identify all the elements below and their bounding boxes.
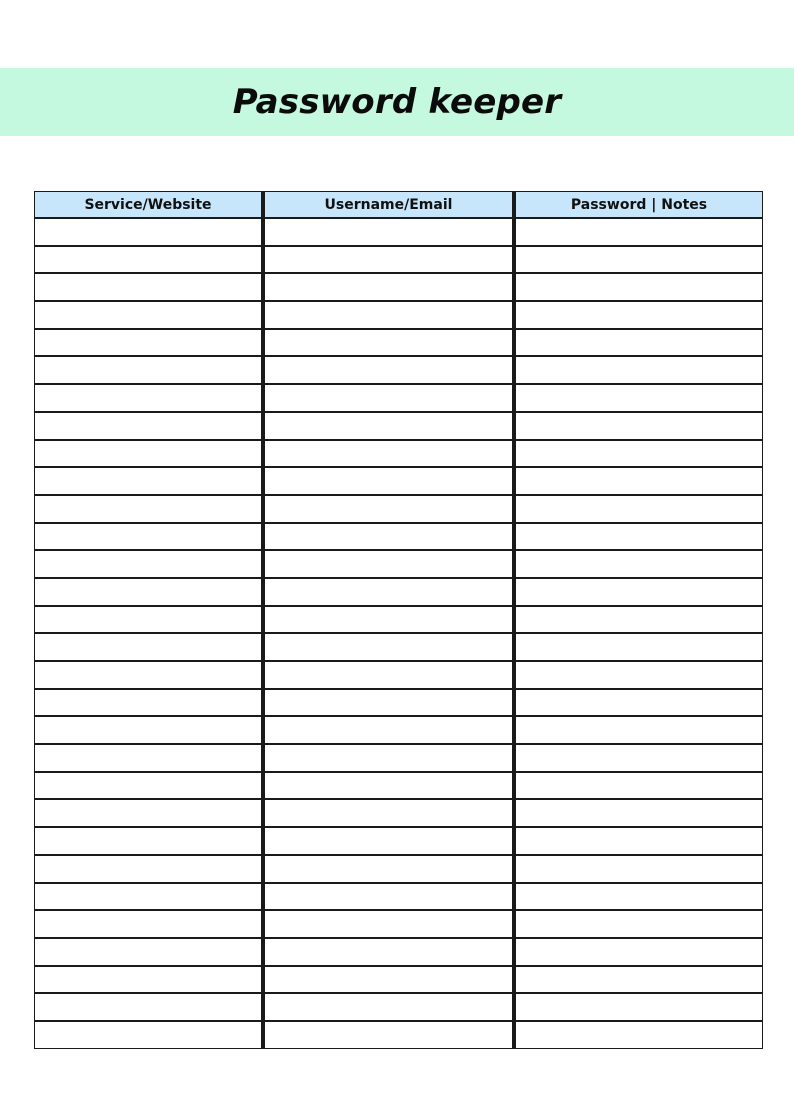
service-cell[interactable] <box>34 495 262 523</box>
password-notes-cell[interactable] <box>513 883 763 911</box>
table-row <box>34 384 763 412</box>
password-notes-cell[interactable] <box>513 218 763 246</box>
table-row <box>34 273 763 301</box>
password-notes-cell[interactable] <box>513 1021 763 1049</box>
service-cell[interactable] <box>34 772 262 800</box>
service-cell[interactable] <box>34 550 262 578</box>
username-cell[interactable] <box>262 855 513 883</box>
title-band <box>0 68 794 136</box>
service-cell[interactable] <box>34 827 262 855</box>
table-row <box>34 606 763 634</box>
password-notes-cell[interactable] <box>513 495 763 523</box>
password-notes-cell[interactable] <box>513 467 763 495</box>
password-notes-cell[interactable] <box>513 938 763 966</box>
username-cell[interactable] <box>262 495 513 523</box>
column-header-username: Username/Email <box>262 191 513 218</box>
username-cell[interactable] <box>262 799 513 827</box>
table-row <box>34 523 763 551</box>
table-row <box>34 633 763 661</box>
table-row <box>34 910 763 938</box>
table-row <box>34 1021 763 1049</box>
table-row <box>34 467 763 495</box>
service-cell[interactable] <box>34 218 262 246</box>
username-cell[interactable] <box>262 827 513 855</box>
password-notes-cell[interactable] <box>513 384 763 412</box>
username-cell[interactable] <box>262 938 513 966</box>
username-cell[interactable] <box>262 993 513 1021</box>
service-cell[interactable] <box>34 356 262 384</box>
service-cell[interactable] <box>34 716 262 744</box>
password-notes-cell[interactable] <box>513 772 763 800</box>
password-notes-cell[interactable] <box>513 550 763 578</box>
column-header-service: Service/Website <box>34 191 262 218</box>
password-notes-cell[interactable] <box>513 993 763 1021</box>
table-row <box>34 993 763 1021</box>
username-cell[interactable] <box>262 633 513 661</box>
username-cell[interactable] <box>262 772 513 800</box>
password-notes-cell[interactable] <box>513 827 763 855</box>
password-table <box>34 191 763 1049</box>
table-row <box>34 883 763 911</box>
table-row <box>34 772 763 800</box>
service-cell[interactable] <box>34 855 262 883</box>
table-row <box>34 329 763 357</box>
table-row <box>34 550 763 578</box>
username-cell[interactable] <box>262 412 513 440</box>
password-notes-cell[interactable] <box>513 523 763 551</box>
service-cell[interactable] <box>34 384 262 412</box>
password-notes-cell[interactable] <box>513 412 763 440</box>
username-cell[interactable] <box>262 606 513 634</box>
password-notes-cell[interactable] <box>513 855 763 883</box>
password-notes-cell[interactable] <box>513 329 763 357</box>
username-cell[interactable] <box>262 716 513 744</box>
username-cell[interactable] <box>262 246 513 274</box>
password-notes-cell[interactable] <box>513 273 763 301</box>
password-notes-cell[interactable] <box>513 966 763 994</box>
table-row <box>34 578 763 606</box>
service-cell[interactable] <box>34 883 262 911</box>
username-cell[interactable] <box>262 301 513 329</box>
username-cell[interactable] <box>262 329 513 357</box>
password-notes-cell[interactable] <box>513 799 763 827</box>
password-notes-cell[interactable] <box>513 606 763 634</box>
password-notes-cell[interactable] <box>513 744 763 772</box>
password-notes-cell[interactable] <box>513 356 763 384</box>
username-cell[interactable] <box>262 440 513 468</box>
username-cell[interactable] <box>262 218 513 246</box>
service-cell[interactable] <box>34 910 262 938</box>
service-cell[interactable] <box>34 440 262 468</box>
table-row <box>34 799 763 827</box>
username-cell[interactable] <box>262 384 513 412</box>
service-cell[interactable] <box>34 467 262 495</box>
username-cell[interactable] <box>262 689 513 717</box>
username-cell[interactable] <box>262 744 513 772</box>
table-row <box>34 218 763 246</box>
table-row <box>34 440 763 468</box>
username-cell[interactable] <box>262 883 513 911</box>
table-row <box>34 301 763 329</box>
service-cell[interactable] <box>34 301 262 329</box>
table-row <box>34 412 763 440</box>
service-cell[interactable] <box>34 246 262 274</box>
service-cell[interactable] <box>34 606 262 634</box>
service-cell[interactable] <box>34 273 262 301</box>
password-notes-cell[interactable] <box>513 301 763 329</box>
password-notes-cell[interactable] <box>513 910 763 938</box>
table-row <box>34 966 763 994</box>
service-cell[interactable] <box>34 799 262 827</box>
service-cell[interactable] <box>34 633 262 661</box>
password-notes-cell[interactable] <box>513 440 763 468</box>
username-cell[interactable] <box>262 356 513 384</box>
username-cell[interactable] <box>262 273 513 301</box>
service-cell[interactable] <box>34 966 262 994</box>
username-cell[interactable] <box>262 661 513 689</box>
table-body <box>34 218 763 1049</box>
password-notes-cell[interactable] <box>513 246 763 274</box>
service-cell[interactable] <box>34 523 262 551</box>
service-cell[interactable] <box>34 993 262 1021</box>
table-row <box>34 827 763 855</box>
service-cell[interactable] <box>34 1021 262 1049</box>
service-cell[interactable] <box>34 938 262 966</box>
password-notes-cell[interactable] <box>513 689 763 717</box>
username-cell[interactable] <box>262 578 513 606</box>
username-cell[interactable] <box>262 467 513 495</box>
password-notes-cell[interactable] <box>513 633 763 661</box>
password-notes-cell[interactable] <box>513 578 763 606</box>
service-cell[interactable] <box>34 744 262 772</box>
service-cell[interactable] <box>34 578 262 606</box>
table-header-row <box>34 191 763 218</box>
password-notes-cell[interactable] <box>513 661 763 689</box>
table-row <box>34 689 763 717</box>
table-row <box>34 855 763 883</box>
password-notes-cell[interactable] <box>513 716 763 744</box>
service-cell[interactable] <box>34 661 262 689</box>
username-cell[interactable] <box>262 1021 513 1049</box>
table-row <box>34 716 763 744</box>
service-cell[interactable] <box>34 329 262 357</box>
username-cell[interactable] <box>262 550 513 578</box>
table-row <box>34 938 763 966</box>
table-row <box>34 661 763 689</box>
column-header-password-notes: Password | Notes <box>513 191 763 218</box>
page-title: Password keeper <box>232 82 562 122</box>
username-cell[interactable] <box>262 910 513 938</box>
table-row <box>34 744 763 772</box>
service-cell[interactable] <box>34 412 262 440</box>
table-row <box>34 356 763 384</box>
password-table-container <box>34 191 763 1049</box>
table-row <box>34 495 763 523</box>
username-cell[interactable] <box>262 966 513 994</box>
table-row <box>34 246 763 274</box>
service-cell[interactable] <box>34 689 262 717</box>
username-cell[interactable] <box>262 523 513 551</box>
